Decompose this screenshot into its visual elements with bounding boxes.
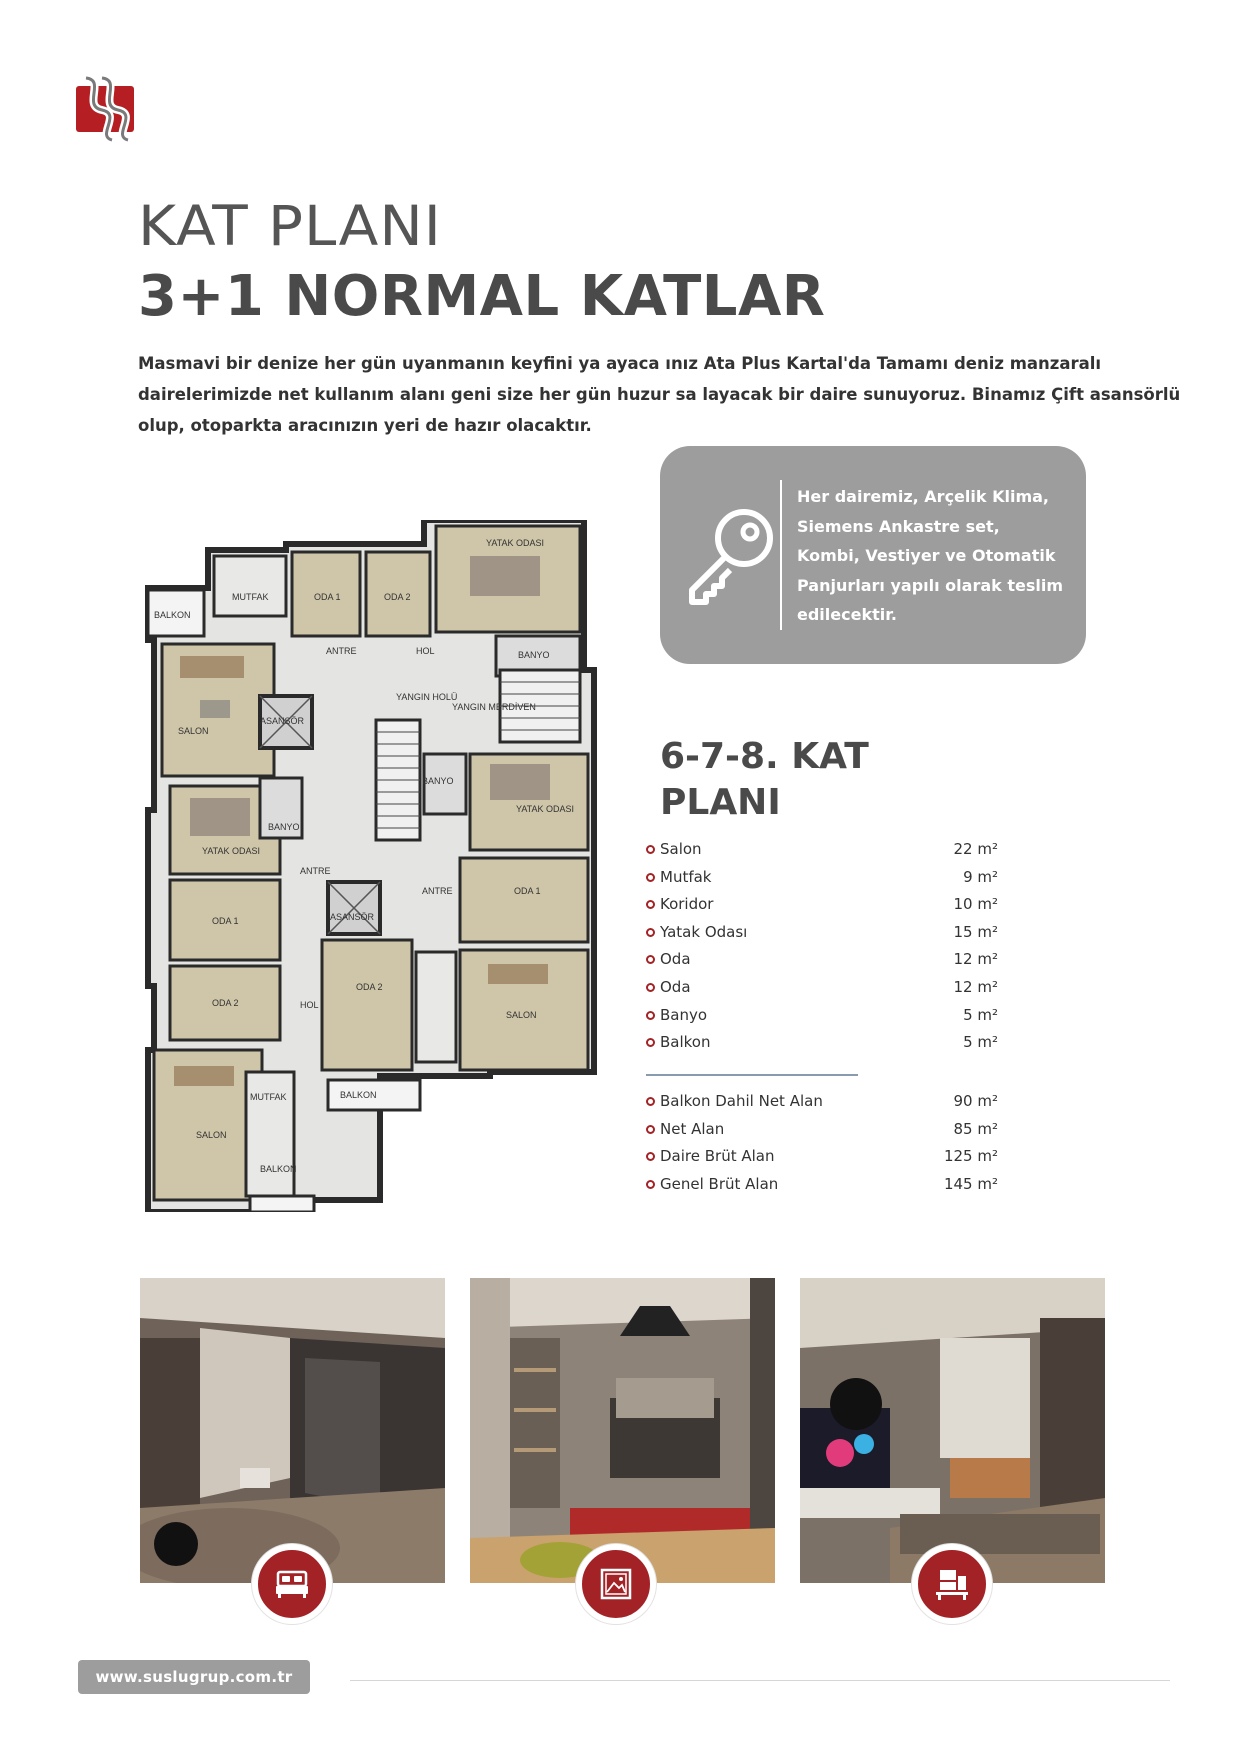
label-oda1-2: ODA 1 <box>212 916 239 926</box>
label-mutfak: MUTFAK <box>232 592 269 602</box>
label-salon: SALON <box>178 726 209 736</box>
intro-paragraph <box>138 348 1181 441</box>
bullet-icon <box>646 928 655 937</box>
living-room-photo <box>800 1278 1105 1583</box>
bullet-icon <box>646 1038 655 1047</box>
list-item: Balkon Dahil Net Alan 90 m² <box>646 1092 998 1120</box>
intro-line: olup, otoparkta aracınızın yeri de hazır olacaktır. <box>138 416 592 435</box>
list-item: Oda 12 m² <box>646 950 998 978</box>
label-yatak-odasi: YATAK ODASI <box>486 538 545 548</box>
furniture-icon <box>932 1564 972 1604</box>
label-antre: ANTRE <box>326 646 357 656</box>
plan-title <box>660 734 869 826</box>
label-balkon: BALKON <box>154 610 191 620</box>
bullet-icon <box>646 983 655 992</box>
bed-icon <box>272 1564 312 1604</box>
furniture-badge <box>912 1544 992 1624</box>
list-item: Daire Brüt Alan 125 m² <box>646 1147 998 1175</box>
label-salon-3: SALON <box>506 1010 537 1020</box>
label-antre-3: ANTRE <box>422 886 453 896</box>
label-yatak-odasi-2: YATAK ODASI <box>202 846 261 856</box>
label-balkon-3: BALKON <box>340 1090 377 1100</box>
page-title-light: KAT PLANI <box>138 193 442 259</box>
label-oda1: ODA 1 <box>314 592 341 602</box>
floor-plan-drawing <box>140 520 598 1212</box>
list-item: Salon 22 m² <box>646 840 998 868</box>
plan-title-line: PLANI <box>660 782 781 823</box>
bullet-icon <box>646 1152 655 1161</box>
list-item: Net Alan 85 m² <box>646 1120 998 1148</box>
list-item: Yatak Odası 15 m² <box>646 923 998 951</box>
feature-line: Kombi, Vestiyer ve Otomatik <box>797 546 1056 565</box>
feature-line: Panjurları yapılı olarak teslim <box>797 575 1064 595</box>
bullet-icon <box>646 900 655 909</box>
label-yangin-holu: YANGIN HOLÜ <box>396 692 458 702</box>
total-area-list <box>646 1092 998 1202</box>
label-yatak-odasi-3: YATAK ODASI <box>516 804 575 814</box>
bullet-icon <box>646 955 655 964</box>
label-oda2-3: ODA 2 <box>356 982 383 992</box>
bullet-icon <box>646 1180 655 1189</box>
intro-line: dairelerimizde net kullanım alanı geni size her gün huzur sa layacak bir daire sunuyoruz. Binamız Çift asansörlü <box>138 385 1181 404</box>
label-yangin-merdiven: YANGIN MERDİVEN <box>452 702 536 712</box>
picture-icon <box>596 1564 636 1604</box>
bullet-icon <box>646 1097 655 1106</box>
room-photo <box>470 1278 775 1583</box>
label-oda1-3: ODA 1 <box>514 886 541 896</box>
feature-text <box>797 482 1067 630</box>
label-antre-2: ANTRE <box>300 866 331 876</box>
label-banyo-2: BANYO <box>268 822 300 832</box>
bullet-icon <box>646 873 655 882</box>
list-item: Balkon 5 m² <box>646 1033 998 1061</box>
intro-line: Masmavi bir denize her gün uyanmanın keyfini ya ayaca ınız Ata Plus Kartal'da Tamamı deniz manzaralı <box>138 354 1102 373</box>
label-salon-2: SALON <box>196 1130 227 1140</box>
label-oda2: ODA 2 <box>384 592 411 602</box>
page-title-bold: 3+1 NORMAL KATLAR <box>138 264 826 329</box>
feature-line: Her dairemiz, Arçelik Klima, <box>797 487 1049 506</box>
list-item: Oda 12 m² <box>646 978 998 1006</box>
label-hol-2: HOL <box>300 1000 319 1010</box>
bedroom-photo <box>140 1278 445 1583</box>
picture-badge <box>576 1544 656 1624</box>
label-balkon-2: BALKON <box>260 1164 297 1174</box>
bed-badge <box>252 1544 332 1624</box>
room-area-list <box>646 840 998 1061</box>
list-item: Genel Brüt Alan 145 m² <box>646 1175 998 1203</box>
list-item: Mutfak 9 m² <box>646 868 998 896</box>
list-item: Banyo 5 m² <box>646 1006 998 1034</box>
website-link[interactable]: www.suslugrup.com.tr <box>78 1660 310 1694</box>
company-logo <box>76 76 134 142</box>
bullet-icon <box>646 1011 655 1020</box>
label-banyo-3: BANYO <box>422 776 454 786</box>
feature-line: edilecektir. <box>797 605 897 624</box>
plan-title-line: 6-7-8. KAT <box>660 736 869 777</box>
label-hol: HOL <box>416 646 435 656</box>
label-asansor-2: ASANSÖR <box>330 912 375 922</box>
label-banyo: BANYO <box>518 650 550 660</box>
feature-line: Siemens Ankastre set, <box>797 516 1000 536</box>
area-separator <box>646 1074 858 1076</box>
key-icon <box>682 506 776 606</box>
feature-box <box>660 446 1086 664</box>
footer-divider <box>350 1680 1170 1681</box>
label-asansor: ASANSÖR <box>260 716 305 726</box>
label-mutfak-2: MUTFAK <box>250 1092 287 1102</box>
bullet-icon <box>646 1125 655 1134</box>
feature-divider <box>780 480 782 630</box>
list-item: Koridor 10 m² <box>646 895 998 923</box>
label-oda2-2: ODA 2 <box>212 998 239 1008</box>
bullet-icon <box>646 845 655 854</box>
